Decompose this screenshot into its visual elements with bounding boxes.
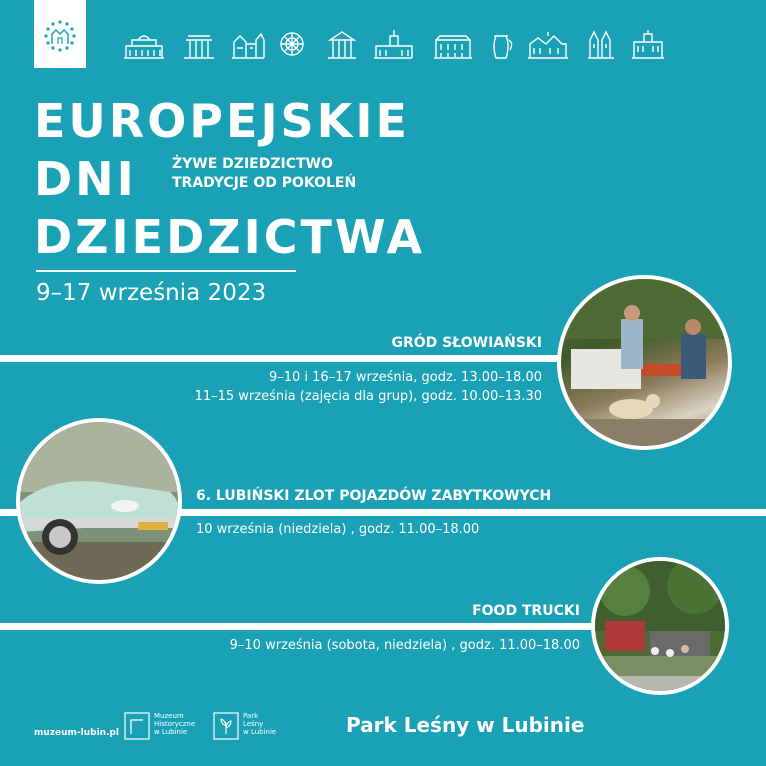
event-1-line-1: 9–10 i 16–17 września, godz. 13.00–18.00 — [268, 370, 542, 385]
chapel-icon — [588, 32, 614, 58]
palace-icon — [632, 30, 664, 58]
museum-logo-line-3: w Lubinie — [154, 728, 188, 736]
event-1-band — [0, 355, 640, 362]
town-hall-icon — [374, 30, 412, 58]
museum-logo-icon — [124, 712, 150, 740]
website-link[interactable]: muzeum-lubin.pl — [34, 728, 120, 738]
event-location: Park Leśny w Lubinie — [346, 713, 585, 737]
manor-icon — [528, 32, 568, 58]
subtitle-line-2: TRADYCJE OD POKOLEŃ — [172, 175, 357, 191]
title-line-1: EUROPEJSKIE — [34, 94, 410, 148]
dates-divider — [36, 270, 296, 272]
park-logo-icon — [213, 712, 239, 740]
title-line-3: DZIEDZICTWA — [34, 210, 426, 264]
castle-icon — [124, 36, 164, 58]
museum-logo-line-2: Historyczne — [154, 720, 196, 728]
tenement-icon — [434, 36, 472, 58]
museum-logo — [124, 712, 204, 744]
event-1-photo — [557, 275, 732, 450]
event-2-line-1: 10 września (niedziela) , godz. 11.00–18.00 — [196, 522, 480, 537]
event-3-title: FOOD TRUCKI — [472, 603, 580, 619]
subtitle-line-1: ŻYWE DZIEDZICTWO — [172, 156, 333, 172]
event-2-title: 6. LUBIŃSKI ZLOT POJAZDÓW ZABYTKOWYCH — [196, 488, 552, 504]
event-1-details — [195, 368, 542, 406]
event-3-band — [0, 623, 610, 630]
event-2-details — [196, 520, 479, 539]
event-3-details — [230, 636, 580, 655]
title-line-2: DNI — [34, 152, 137, 206]
temple-icon — [328, 32, 356, 58]
heritage-icons-row — [122, 28, 667, 62]
event-3-line-1: 9–10 września (sobota, niedziela) , godz. 11.00–18.00 — [229, 638, 580, 653]
event-2-photo — [16, 418, 182, 584]
park-logo-line-2: Leśny — [243, 720, 264, 728]
rosette-icon — [281, 33, 303, 55]
park-logo-line-1: Park — [243, 712, 259, 720]
event-dates: 9–17 września 2023 — [36, 280, 267, 306]
subtitle — [172, 155, 356, 193]
jug-icon — [494, 36, 512, 58]
park-logo-line-3: w Lubinie — [243, 728, 277, 736]
museum-logo-line-1: Muzeum — [154, 712, 184, 720]
church-icon — [232, 34, 264, 58]
park-logo — [213, 712, 293, 744]
event-3-photo — [591, 557, 729, 695]
ehd-logo — [34, 0, 86, 68]
colonnade-icon — [184, 36, 214, 58]
event-1-title: GRÓD SŁOWIAŃSKI — [391, 335, 542, 351]
event-1-line-2: 11–15 września (zajęcia dla grup), godz. 10.00–13.30 — [194, 389, 542, 404]
